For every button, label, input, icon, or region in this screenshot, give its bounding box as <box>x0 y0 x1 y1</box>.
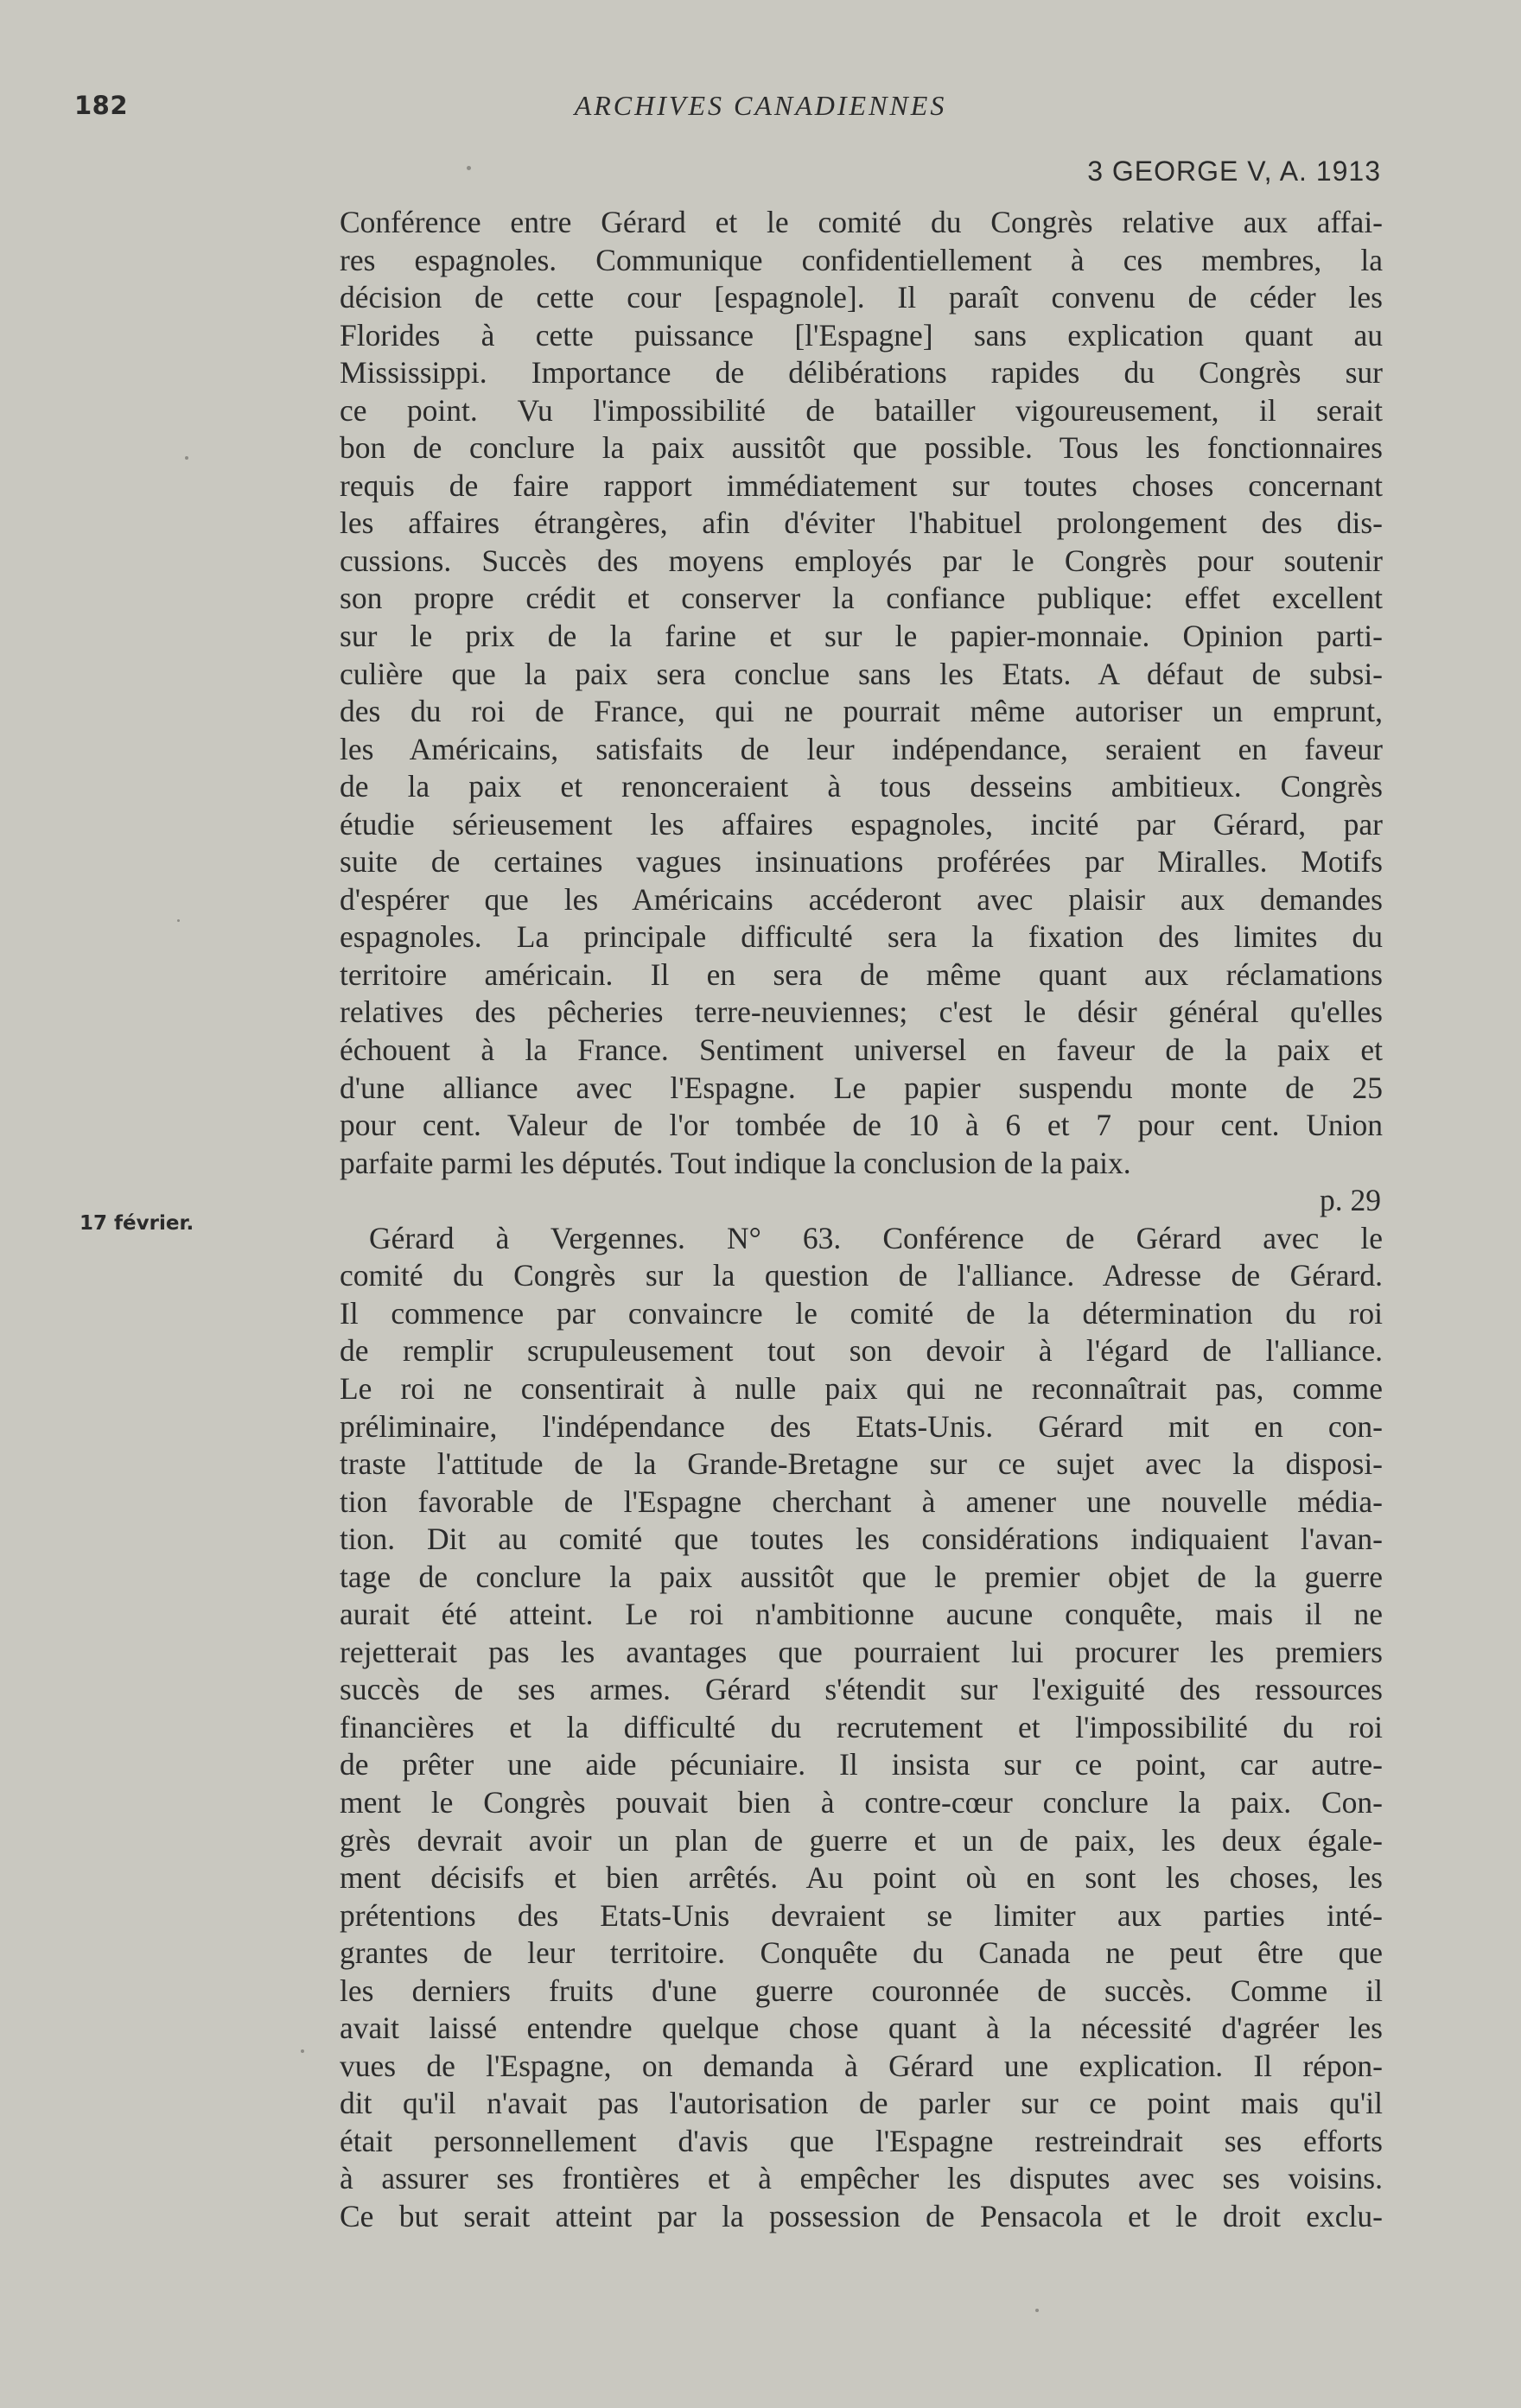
text-line: les affaires étrangères, afin d'éviter l'habituel prolongement des dis- <box>340 505 1383 541</box>
entry-paragraph <box>340 204 1383 1182</box>
scan-speck <box>467 166 471 170</box>
scan-speck <box>301 2049 304 2053</box>
text-line: financières et la difficulté du recrutement et l'impossibilité du roi <box>340 1709 1383 1744</box>
text-line: tion favorable de l'Espagne cherchant à amener une nouvelle média- <box>340 1484 1383 1519</box>
text-line: vues de l'Espagne, on demanda à Gérard une explication. Il répon- <box>340 2048 1383 2083</box>
text-line: d'une alliance avec l'Espagne. Le papier suspendu monte de 25 <box>340 1070 1383 1105</box>
running-title: ARCHIVES CANADIENNES <box>574 90 947 121</box>
text-line: Il commence par convaincre le comité de la détermination du roi <box>340 1295 1383 1331</box>
text-line: ment décisifs et bien arrêtés. Au point où en sont les choses, les <box>340 1860 1383 1896</box>
page-reference: p. 29 <box>1320 1183 1381 1218</box>
text-line: prétentions des Etats-Unis devraient se limiter aux parties inté- <box>340 1897 1383 1933</box>
text-line: suite de certaines vagues insinuations proférées par Miralles. Motifs <box>340 844 1383 880</box>
text-line: de la paix et renonceraient à tous desseins ambitieux. Congrès <box>340 769 1383 804</box>
text-line: les Américains, satisfaits de leur indépendance, seraient en faveur <box>340 731 1383 766</box>
scan-speck <box>1035 2309 1039 2312</box>
text-line: grès devrait avoir un plan de guerre et un de paix, les deux égale- <box>340 1822 1383 1858</box>
text-line: était personnellement d'avis que l'Espagne restreindrait ses efforts <box>340 2123 1383 2158</box>
text-line: succès de ses armes. Gérard s'étendit sur l'exiguité des ressources <box>340 1672 1383 1707</box>
text-line: étudie sérieusement les affaires espagnoles, incité par Gérard, par <box>340 806 1383 842</box>
text-line: res espagnoles. Communique confidentiellement à ces membres, la <box>340 242 1383 277</box>
text-line: aurait été atteint. Le roi n'ambitionne aucune conquête, mais il ne <box>340 1597 1383 1632</box>
text-line: décision de cette cour [espagnole]. Il paraît convenu de céder les <box>340 280 1383 315</box>
text-line: grantes de leur territoire. Conquête du Canada ne peut être que <box>340 1935 1383 1971</box>
entry-paragraph <box>340 1220 1383 2236</box>
text-line: de prêter une aide pécuniaire. Il insista sur ce point, car autre- <box>340 1747 1383 1782</box>
text-line: bon de conclure la paix aussitôt que possible. Tous les fonctionnaires <box>340 430 1383 466</box>
text-line: des du roi de France, qui ne pourrait même autoriser un emprunt, <box>340 694 1383 729</box>
text-line: son propre crédit et conserver la confiance publique: effet excellent <box>340 581 1383 616</box>
text-line: sur le prix de la farine et sur le papier-monnaie. Opinion parti- <box>340 619 1383 654</box>
text-line: comité du Congrès sur la question de l'alliance. Adresse de Gérard. <box>340 1258 1383 1293</box>
scan-speck <box>185 456 188 460</box>
text-line: ce point. Vu l'impossibilité de batailler vigoureusement, il serait <box>340 392 1383 428</box>
text-line: pour cent. Valeur de l'or tombée de 10 à 6 et 7 pour cent. Union <box>340 1108 1383 1143</box>
page-number: 182 <box>74 91 129 120</box>
text-line: territoire américain. Il en sera de même quant aux réclamations <box>340 956 1383 992</box>
session-reference: 3 GEORGE V, A. 1913 <box>1087 156 1381 187</box>
text-line: les derniers fruits d'une guerre couronnée de succès. Comme il <box>340 1973 1383 2008</box>
document-body <box>340 204 1383 2236</box>
text-line: ment le Congrès pouvait bien à contre-cœur conclure la paix. Con- <box>340 1784 1383 1820</box>
text-line: rejetterait pas les avantages que pourraient lui procurer les premiers <box>340 1634 1383 1669</box>
text-line: de remplir scrupuleusement tout son devoir à l'égard de l'alliance. <box>340 1333 1383 1369</box>
margin-date-note: 17 février. <box>80 1212 194 1235</box>
text-line: Ce but serait atteint par la possession de Pensacola et le droit exclu- <box>340 2198 1383 2233</box>
text-line: espagnoles. La principale difficulté sera la fixation des limites du <box>340 919 1383 955</box>
text-line: Florides à cette puissance [l'Espagne] sans explication quant au <box>340 317 1383 353</box>
text-line: Conférence entre Gérard et le comité du Congrès relative aux affai- <box>340 205 1383 239</box>
text-line: Le roi ne consentirait à nulle paix qui ne reconnaîtrait pas, comme <box>340 1370 1383 1406</box>
text-line: traste l'attitude de la Grande-Bretagne sur ce sujet avec la disposi- <box>340 1446 1383 1482</box>
text-line: échouent à la France. Sentiment universel en faveur de la paix et <box>340 1032 1383 1068</box>
text-line: avait laissé entendre quelque chose quant à la nécessité d'agréer les <box>340 2011 1383 2046</box>
text-line: préliminaire, l'indépendance des Etats-Unis. Gérard mit en con- <box>340 1408 1383 1444</box>
text-line: Mississippi. Importance de délibérations rapides du Congrès sur <box>340 355 1383 391</box>
text-line: tage de conclure la paix aussitôt que le premier objet de la guerre <box>340 1559 1383 1594</box>
text-line: cussions. Succès des moyens employés par le Congrès pour soutenir <box>340 543 1383 578</box>
text-line: d'espérer que les Américains accéderont avec plaisir aux demandes <box>340 881 1383 917</box>
text-line: parfaite parmi les députés. Tout indique la conclusion de la paix. <box>340 1145 1131 1180</box>
text-line: culière que la paix sera conclue sans les Etats. A défaut de subsi- <box>340 656 1383 691</box>
text-line: Gérard à Vergennes. N° 63. Conférence de Gérard avec le <box>369 1220 1383 1255</box>
text-line: requis de faire rapport immédiatement sur toutes choses concernant <box>340 467 1383 503</box>
scan-speck <box>177 919 180 922</box>
text-line: dit qu'il n'avait pas l'autorisation de parler sur ce point mais qu'il <box>340 2086 1383 2121</box>
text-line: tion. Dit au comité que toutes les considérations indiquaient l'avan- <box>340 1522 1383 1557</box>
text-line: à assurer ses frontières et à empêcher les disputes avec ses voisins. <box>340 2161 1383 2196</box>
text-line: relatives des pêcheries terre-neuviennes; c'est le désir général qu'elles <box>340 994 1383 1030</box>
